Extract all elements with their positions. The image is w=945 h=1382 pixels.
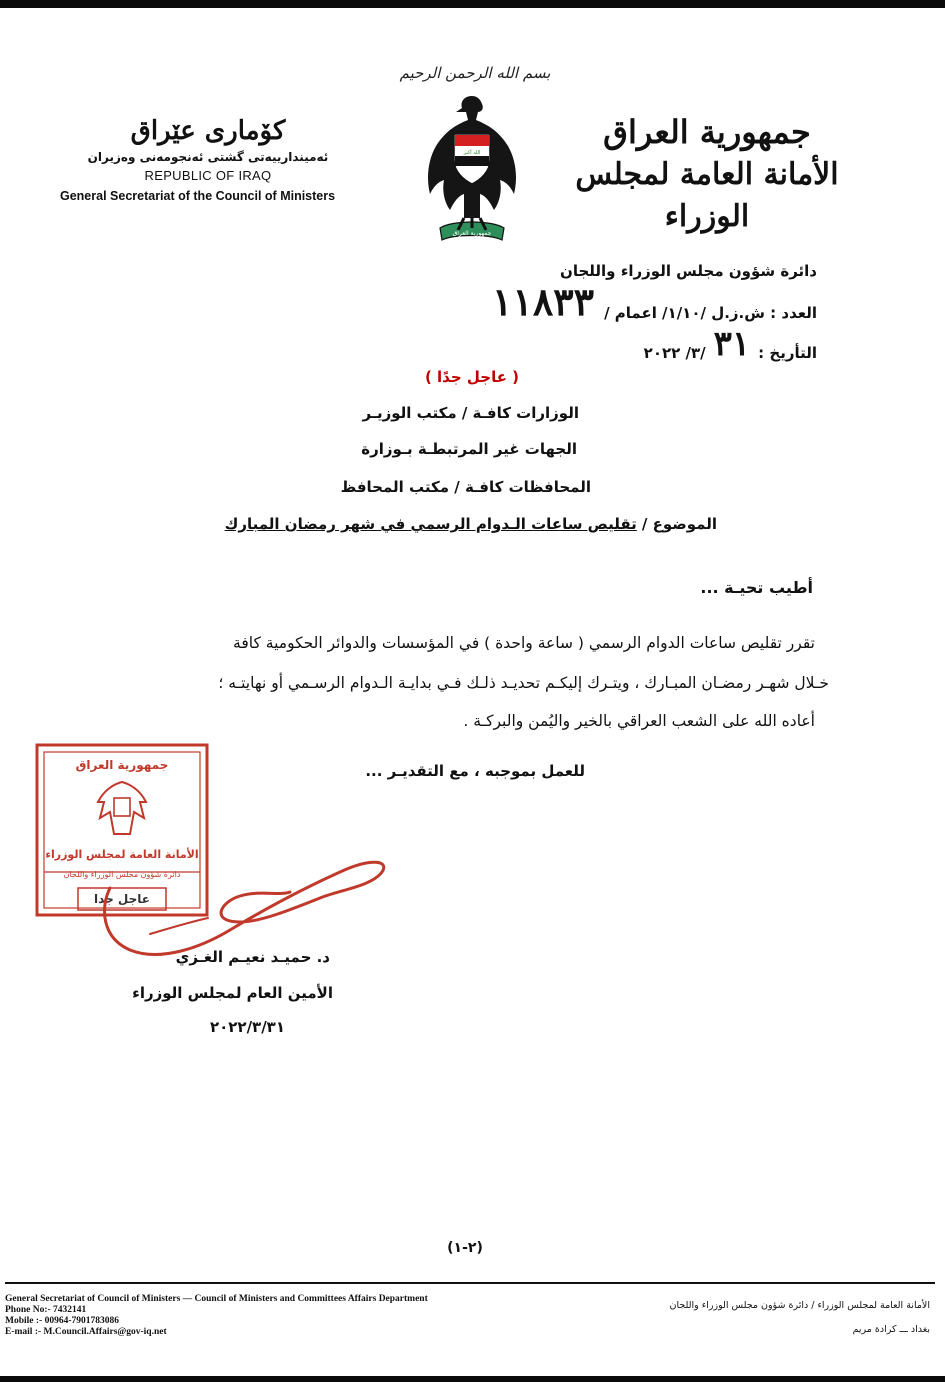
footer-english-line: Mobile :- 00964-7901783086: [5, 1316, 119, 1326]
stamp-country: جمهورية العراق: [75, 758, 169, 772]
recipient-line: الوزارات كافـة / مكتب الوزيـر: [362, 404, 579, 422]
footer-arabic: [670, 1294, 931, 1342]
english-country-name: REPUBLIC OF IRAQ: [144, 168, 272, 183]
footer-arabic-line: الأمانة العامة لمجلس الوزراء / دائرة شؤون مجلس الوزراء واللجان: [669, 1300, 930, 1311]
latin-letterhead: [58, 114, 358, 206]
emblem-shield-text: الله أكبر: [463, 150, 481, 156]
closing-line: للعمل بموجبه ، مع التقديـر ...: [365, 762, 585, 780]
subject-row: [225, 514, 717, 533]
reference-number-row: [492, 279, 817, 324]
recipient-line: الجهات غير المرتبطـة بـوزارة: [361, 440, 577, 458]
arabic-country-name: جمهورية العراق: [603, 113, 811, 151]
english-secretariat-name: General Secretariat of the Council of Ministers: [60, 189, 336, 203]
date-label: التأريخ :: [758, 344, 817, 362]
footer-english-line: Phone No:- 7432141: [5, 1305, 87, 1315]
basmala: بسم الله الرحمن الرحيم: [399, 64, 551, 82]
footer-contact: [5, 1294, 428, 1338]
date-row: [644, 326, 817, 362]
arabic-secretariat-name: الأمانة العامة لمجلس الوزراء: [575, 157, 839, 234]
urgency-label: ( عاجل جدًا ): [424, 368, 520, 386]
stamp-secretariat: الأمانة العامة لمجلس الوزراء: [45, 848, 199, 861]
department-name: دائرة شؤون مجلس الوزراء واللجان: [560, 262, 817, 280]
footer-english-line: General Secretariat of Council of Ministers — Council of Ministers and Committees Affairs Department: [5, 1294, 428, 1304]
body-line: تقرر تقليص ساعات الدوام الرسمي ( ساعة واحدة ) في المؤسسات والدوائر الحكومية كافة: [233, 634, 815, 652]
kurdish-country-name: كۆماری عێراق: [130, 116, 286, 146]
subject-text: تقليص ساعات الـدوام الرسمي في شهر رمضان المبارك: [224, 515, 637, 533]
body-line: خـلال شهـر رمضـان المبـارك ، ويتـرك إليكـم تحديـد ذلـك فـي بدايـة الـدوام الرسـمي أو نهايتـه ؛: [218, 674, 829, 692]
top-border: [0, 0, 945, 8]
emblem-banner-text: جمهورية العراق: [452, 230, 492, 237]
signatory-title: الأمين العام لمجلس الوزراء: [132, 984, 333, 1002]
reference-number-label: العدد : ش.ز.ل /١/١٠/ اعمام /: [604, 304, 817, 322]
signature-date: ٢٠٢٢/٣/٣١: [209, 1018, 285, 1036]
stamp-department: دائرة شؤون مجلس الوزراء واللجان: [63, 870, 181, 879]
arabic-letterhead: [557, 110, 857, 238]
body-line: أعاده الله على الشعب العراقي بالخير واليُمن والبركـة .: [463, 712, 815, 730]
footer-divider: [5, 1282, 935, 1284]
kurdish-secretariat-name: ئەمیندارییەتی گشتی ئەنجومەنی وەزیران: [87, 150, 329, 164]
recipient-line: المحافظات كافـة / مكتب المحافظ: [340, 478, 591, 496]
bottom-border: [0, 1376, 945, 1382]
date-month-year: /٣/ ٢٠٢٢: [643, 344, 706, 362]
reference-number-value: ١١٨٣٣: [492, 279, 595, 324]
footer-arabic-line: بغداد ـــ كرادة مريم: [852, 1324, 930, 1335]
signatory-name: د. حميـد نعيـم الغـزي: [175, 948, 330, 966]
eagle-emblem-icon: [418, 90, 526, 252]
footer-english-line: E-mail :- M.Council.Affairs@gov-iq.net: [5, 1327, 167, 1337]
subject-label: الموضوع /: [641, 515, 717, 533]
page-number: (٢-١): [447, 1240, 483, 1256]
stamp-urgent: عاجل جدا: [94, 892, 150, 906]
greeting: أطيب تحيـة ...: [700, 578, 813, 597]
date-day: ٣١: [713, 324, 751, 364]
